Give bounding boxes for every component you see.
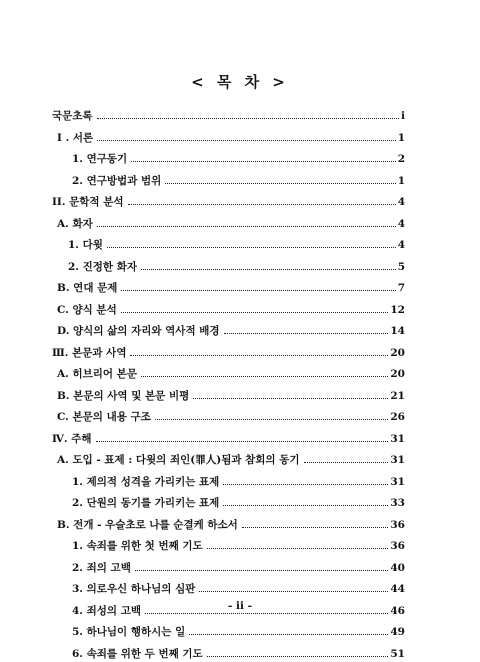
- page-title: < 목 차 >: [191, 73, 289, 91]
- toc-entry-page: 20: [390, 368, 405, 380]
- toc-dot-leader: [189, 634, 388, 635]
- toc-dot-leader: [97, 226, 396, 227]
- toc-entry: [57, 323, 405, 339]
- toc-entry: [72, 560, 405, 576]
- toc-entry-label: 6. 속죄를 위한 두 번째 기도: [72, 647, 203, 660]
- toc-entry-page: 31: [390, 432, 405, 445]
- toc-entry-label: 1. 연구동기: [72, 153, 128, 165]
- toc-entry-label: A. 화자: [57, 217, 93, 230]
- toc-entry-label: 4. 죄성의 고백: [72, 604, 141, 617]
- toc-dot-leader: [207, 656, 389, 657]
- toc-dot-leader: [141, 269, 396, 270]
- toc-dot-leader: [121, 290, 395, 291]
- toc-dot-leader: [141, 376, 388, 377]
- toc-entry: [57, 452, 405, 468]
- toc-entry-label: Ⅲ. 본문과 사역: [52, 346, 127, 359]
- toc-entry-page: 21: [390, 389, 405, 402]
- toc-entry: [57, 366, 405, 382]
- toc-entry-label: II. 문학적 분석: [52, 196, 124, 208]
- toc-dot-leader: [193, 398, 388, 399]
- toc-entry-label: 1. 제의적 성격을 가리키는 표제: [72, 475, 220, 488]
- toc-entry-page: 31: [390, 475, 405, 488]
- toc-entry-page: 51: [390, 647, 405, 660]
- toc-entry: [72, 581, 405, 597]
- toc-dot-leader: [199, 591, 388, 592]
- toc-entry: [57, 517, 405, 533]
- toc-entry: [52, 431, 405, 447]
- toc-entry-label: 3. 의로우신 하나님의 심판: [72, 583, 196, 595]
- toc-entry: [52, 194, 405, 210]
- toc-entry-page: 7: [397, 282, 405, 294]
- toc-entry: [68, 259, 405, 275]
- toc-entry: [57, 388, 405, 404]
- toc-entry: [57, 409, 405, 425]
- toc-entry-label: 국문초록: [52, 110, 93, 122]
- toc-entry-page: i: [401, 110, 405, 122]
- toc-entry: [68, 237, 405, 253]
- toc-entry-page: 4: [397, 196, 405, 208]
- toc-dot-leader: [223, 505, 388, 506]
- toc-entry-label: C. 본문의 내용 구조: [57, 411, 151, 423]
- toc-entry-page: 2: [397, 153, 405, 165]
- toc-entry-label: A. 도입 - 표제 : 다윗의 죄인(罪人)됨과 참회의 동기: [57, 454, 300, 466]
- toc-entry: [72, 474, 405, 490]
- toc-entry-page: 26: [390, 411, 405, 423]
- toc-entry-page: 44: [390, 583, 405, 595]
- toc-entry: [72, 646, 405, 662]
- toc-entry-page: 49: [390, 626, 405, 638]
- toc-entry-label: A. 히브리어 본문: [57, 368, 137, 380]
- toc-entry: [52, 108, 405, 124]
- toc-entry-label: 1. 다윗: [68, 239, 103, 251]
- toc-dot-leader: [223, 484, 388, 485]
- toc-dot-leader: [130, 355, 388, 356]
- toc-entry-label: 5. 하나님이 행하시는 일: [72, 626, 186, 638]
- toc-entry-page: 4: [397, 239, 405, 251]
- toc-entry-label: B. 연대 문제: [57, 282, 118, 294]
- toc-dot-leader: [128, 204, 396, 205]
- toc-dot-leader: [145, 613, 388, 614]
- toc-entry-label: C. 양식 분석: [57, 303, 117, 316]
- toc-dot-leader: [242, 527, 389, 528]
- toc-entry: [57, 130, 405, 146]
- toc-dot-leader: [97, 118, 399, 119]
- toc-dot-leader: [131, 161, 395, 162]
- toc-entry-label: 2. 진정한 화자: [68, 260, 137, 273]
- toc-dot-leader: [304, 462, 389, 463]
- toc-entry-page: 4: [397, 217, 405, 230]
- toc-entry-page: 5: [397, 260, 405, 273]
- toc-entry-label: B. 본문의 사역 및 본문 비평: [57, 389, 190, 402]
- toc-entry-page: 36: [390, 518, 405, 531]
- toc-dot-leader: [121, 312, 389, 313]
- toc-entry-label: Ⅳ. 주해: [52, 432, 92, 445]
- toc-dot-leader: [135, 570, 389, 571]
- toc-entry-page: 36: [390, 540, 405, 552]
- toc-entry: [57, 302, 405, 318]
- toc-entry: [52, 345, 405, 361]
- toc-entry-label: 1. 속죄를 위한 첫 번째 기도: [72, 540, 203, 552]
- toc-entry-page: 40: [390, 561, 405, 574]
- toc-entry-label: 2. 연구방법과 범위: [72, 174, 162, 187]
- toc-entry: [72, 495, 405, 511]
- toc-dot-leader: [96, 441, 389, 442]
- toc-dot-leader: [97, 140, 396, 141]
- toc-entry: [57, 280, 405, 296]
- toc-entry-label: B. 전개 - 우슬초로 나를 순결케 하소서: [57, 518, 238, 531]
- toc-entry-page: 14: [390, 325, 405, 337]
- toc-entry: [57, 216, 405, 232]
- toc-entry-page: 20: [390, 346, 405, 359]
- toc-entry-page: 46: [390, 604, 405, 617]
- toc-dot-leader: [207, 548, 389, 549]
- toc-dot-leader: [155, 419, 389, 420]
- toc-dot-leader: [165, 183, 395, 184]
- toc-entry: [72, 538, 405, 554]
- toc-entry-page: 1: [397, 131, 405, 144]
- toc-entry: [72, 151, 405, 167]
- page-number-footer: - ii -: [227, 600, 252, 612]
- toc-entry-label: 2. 단원의 동기를 가리키는 표제: [72, 497, 220, 509]
- toc-entry-label: I . 서론: [57, 131, 94, 144]
- toc-dot-leader: [224, 333, 389, 334]
- toc-entry-page: 33: [390, 497, 405, 509]
- toc-entry: [72, 624, 405, 640]
- toc-entry-label: 2. 죄의 고백: [72, 561, 131, 574]
- toc-dot-leader: [107, 247, 396, 248]
- toc-entry-page: 1: [397, 174, 405, 187]
- toc-entry-label: D. 양식의 삶의 자리와 역사적 배경: [57, 325, 220, 337]
- toc-entry-page: 12: [390, 303, 405, 316]
- toc-entry: [72, 173, 405, 189]
- toc-entry-page: 31: [390, 454, 405, 466]
